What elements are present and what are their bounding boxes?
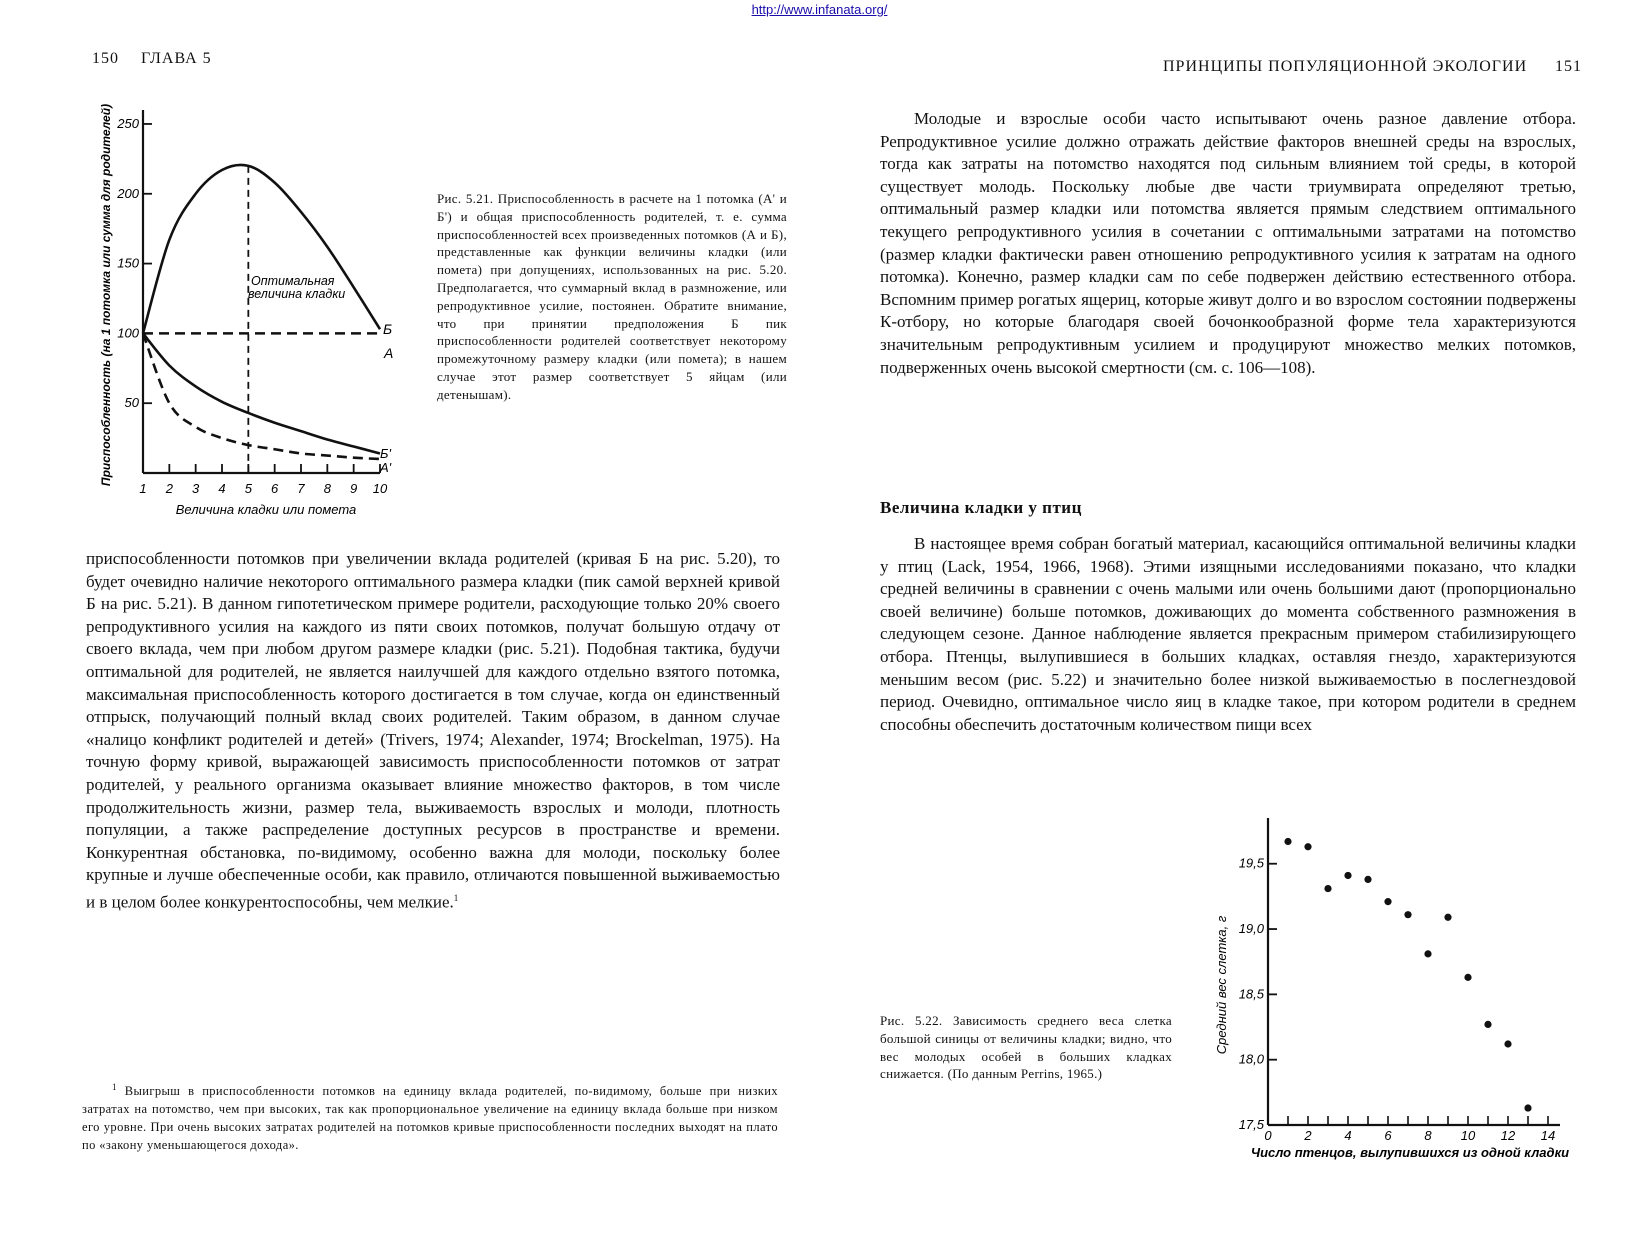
source-url[interactable]: http://www.infanata.org/ <box>751 2 888 17</box>
fig522-data-point <box>1484 1021 1491 1028</box>
fig521-x-tick-label: 1 <box>139 481 147 496</box>
left-paragraph <box>86 548 780 914</box>
fig522-data-point <box>1424 950 1431 957</box>
fig521-x-tick-label: 5 <box>244 481 252 496</box>
right-page-body-1 <box>880 108 1576 379</box>
fig522-y-tick-label: 17,5 <box>1238 1117 1264 1132</box>
fig521-x-tick-label: 9 <box>350 481 358 496</box>
fig522-data-point <box>1284 838 1291 845</box>
fig521-series-b-prime-line <box>143 333 380 453</box>
fig521-annotation-line2: величина кладки <box>248 287 346 301</box>
fig521-annotation-line1: Оптимальная <box>251 274 335 288</box>
fig522-points <box>1284 838 1531 1112</box>
fig522-data-point <box>1524 1104 1531 1111</box>
footnote-mark: 1 <box>112 1082 117 1092</box>
fig522-x-axis-label: Число птенцов, вылупившихся из одной кладки <box>1250 1145 1570 1160</box>
figure-5-21-chart <box>88 100 418 520</box>
fig522-y-tick-label: 18,0 <box>1238 1051 1264 1067</box>
left-paragraph-text: приспособленности потомков при увеличении вклада родителей (кривая Б на рис. 5.20), то будет очевидно наличие некоторого оптимального размера кладки (пик самой верхней кривой Б на рис. 5.21). В данном гипотетическом примере родители, расходующие только 20% своего репродуктивного усилия на каждого из пяти своих потомков, получат большую отдачу от своего вклада, чем при любом другом размере кладки (рис. 5.21). Подобная тактика, будучи оптимальной для родителей, не является наилучшей для каждого отдельно взятого потомка, максимальная приспособленность которого достигается в том случае, когда он единственный отпрыск, получающий полный вклад своих родителей. Таким образом, в данном случае «налицо конфликт родителей и детей» (Trivers, 1974; Alexander, 1974; Brockelman, 1975). На точную форму кривой, выражающей зависимость приспособленности потомков от затрат родителей, у реального организма оказывает влияние множество факторов, в том числе продолжительность жизни, размер тела, выживаемость взрослых и молоди, плотность популяции, а также распределение доступных ресурсов в пространстве и времени. Конкурентная обстановка, по-видимому, особенно важна для молоди, поскольку более крупные и лучше обеспеченные особи, как правило, отличаются повышенной выживаемостью и в целом более конкурентоспособны, чем мелкие. <box>86 549 780 912</box>
fig521-x-tick-label: 3 <box>192 481 200 496</box>
fig521-x-tick-label: 8 <box>323 481 331 496</box>
left-footnote <box>82 1078 778 1154</box>
fig521-y-ticks <box>116 116 152 410</box>
fig521-y-tick-label: 200 <box>117 185 139 201</box>
right-paragraph-2: В настоящее время собран богатый материал, касающийся оптимальной величины кладки у птиц (Lack, 1954, 1966, 1968). Этими изящными исследованиями показано, что кладки средней величины в сравнении с очень малыми или очень большими дают (пропорционально своей величине) больше потомков, доживающих до момента собственного размножения в следующем сезоне. Данное наблюдение является прекрасным примером стабилизирующего отбора. Птенцы, вылупившиеся в больших кладках, оставляя гнездо, характеризуются меньшим весом (рис. 5.22) и значительно более низкой выживаемостью в послегнездовой период. Очевидно, оптимальное число яиц в кладке такое, при котором родители в среднем способны обеспечить достаточным количеством пищи всех <box>880 534 1576 734</box>
fig521-series <box>143 165 380 459</box>
right-page-body-2 <box>880 533 1576 736</box>
fig522-y-axis-label: Средний вес слетка, г <box>1214 915 1229 1055</box>
fig521-series-b-line <box>143 165 380 333</box>
fig521-series-a-prime-line <box>143 333 380 459</box>
footnote-reference: 1 <box>453 892 459 903</box>
fig522-data-point <box>1404 911 1411 918</box>
fig521-x-tick-label: 10 <box>372 481 388 496</box>
fig522-x-tick-label: 10 <box>1460 1128 1476 1143</box>
fig522-data-point <box>1324 885 1331 892</box>
fig522-x-tick-label: 2 <box>1304 1128 1312 1143</box>
right-paragraph-1: Молодые и взрослые особи часто испытывают очень разное давление отбора. Репродуктивное усилие должно отражать действие факторов внешней среды на взрослых, тогда как затраты на потомство находятся под сильным влиянием той среды, в которой существует молодь. Поскольку любые две части триумвирата определяют третью, оптимальный размер кладки или потомства является прямым следствием оптимального текущего репродуктивного усилия в сочетании с оптимальными затратами на потомство (размер кладки фактически равен отношению репродуктивного усилия к затратам на одного потомка). Конечно, размер кладки сам по себе подвержен действию естественного отбора. Вспомним пример рогатых ящериц, которые живут долго и во взрослом состоянии подвержены К-отбору, но которые благодаря своей бочонкообразной форме тела характеризуются значительным репродуктивным усилием и продуцируют множество мелких потомков, подверженных очень высокой смертности (см. с. 106—108). <box>880 109 1576 377</box>
fig521-y-tick-label: 100 <box>117 325 139 341</box>
fig522-data-point <box>1344 872 1351 879</box>
fig522-x-tick-label: 14 <box>1540 1128 1556 1143</box>
fig521-x-tick-label: 7 <box>297 481 305 496</box>
figure-5-21-caption: Рис. 5.21. Приспособленность в расчете на 1 потомка (А' и Б') и общая приспособленность родителей, т. е. сумма приспособленностей всех произведенных потомков (А и Б), представленные как функции величины кладки (или помета) при допущениях, использованных на рис. 5.20. Предполагается, что суммарный вклад в размножение, или репродуктивное усилие, постоянен. Обратите внимание, что при принятии предположения Б пик приспособленности родителей соответствует некоторому промежуточному размеру кладки (или помета); в нашем случае этот размер соответствует 5 яйцам (или детенышам). <box>437 191 787 402</box>
figure-5-22-caption: Рис. 5.22. Зависимость среднего веса слетка большой синицы от величины кладки; видно, что вес молодых особей в больших кладках снижается. (По данным Perrins, 1965.) <box>880 1013 1172 1082</box>
fig522-x-ticks <box>1264 1116 1555 1143</box>
fig522-y-tick-label: 19,0 <box>1238 921 1264 937</box>
fig521-y-tick-label: 50 <box>124 395 139 411</box>
fig522-data-point <box>1444 914 1451 921</box>
fig522-data-point <box>1384 898 1391 905</box>
fig522-y-ticks <box>1239 856 1277 1132</box>
fig521-label-a-prime: А' <box>380 460 392 475</box>
footnote-text: Выигрыш в приспособленности потомков на единицу вклада родителей, по-видимому, больше при низких затратах на потомство, чем при высоких, так как пропорциональное увеличение на единицу вклада больше при низком его уровне. При очень высоких затратах родителей на потомков кривые приспособленности последних выходят на плато по «закону уменьшающегося дохода». <box>82 1084 778 1153</box>
right-running-head: ПРИНЦИПЫ ПОПУЛЯЦИОННОЙ ЭКОЛОГИИ <box>1163 58 1528 75</box>
fig522-data-point <box>1464 974 1471 981</box>
fig521-x-tick-label: 4 <box>218 481 226 496</box>
right-page-number: 151 <box>1555 58 1582 75</box>
fig522-y-tick-label: 19,5 <box>1238 855 1264 871</box>
fig522-x-tick-label: 12 <box>1500 1128 1516 1143</box>
fig521-x-tick-label: 2 <box>165 481 173 496</box>
fig522-data-point <box>1304 843 1311 850</box>
fig521-x-ticks <box>139 464 388 496</box>
left-page-number: 150 <box>92 50 119 67</box>
fig521-x-tick-label: 6 <box>271 481 279 496</box>
fig522-x-tick-label: 6 <box>1384 1128 1392 1143</box>
fig522-data-point <box>1364 876 1371 883</box>
fig521-y-tick-label: 250 <box>117 115 139 131</box>
fig522-x-tick-label: 4 <box>1344 1128 1352 1143</box>
fig521-y-tick-label: 150 <box>117 255 139 271</box>
left-page-body <box>86 548 780 914</box>
left-chapter-title: ГЛАВА 5 <box>141 50 212 67</box>
fig521-label-b-prime: Б' <box>380 446 391 461</box>
fig521-label-b: Б <box>383 321 393 337</box>
fig522-data-point <box>1504 1040 1511 1047</box>
fig521-label-a: А <box>384 345 394 361</box>
fig521-y-axis-label: Приспособленность (на 1 потомка или сумма для родителей) <box>99 103 113 487</box>
section-heading: Величина кладки у птиц <box>880 498 1082 517</box>
fig522-x-tick-label: 0 <box>1264 1128 1272 1143</box>
fig522-y-tick-label: 18,5 <box>1238 986 1264 1002</box>
figure-5-22-chart <box>1210 810 1570 1170</box>
fig521-x-axis-label: Величина кладки или помета <box>175 502 357 517</box>
fig522-x-tick-label: 8 <box>1424 1128 1432 1143</box>
